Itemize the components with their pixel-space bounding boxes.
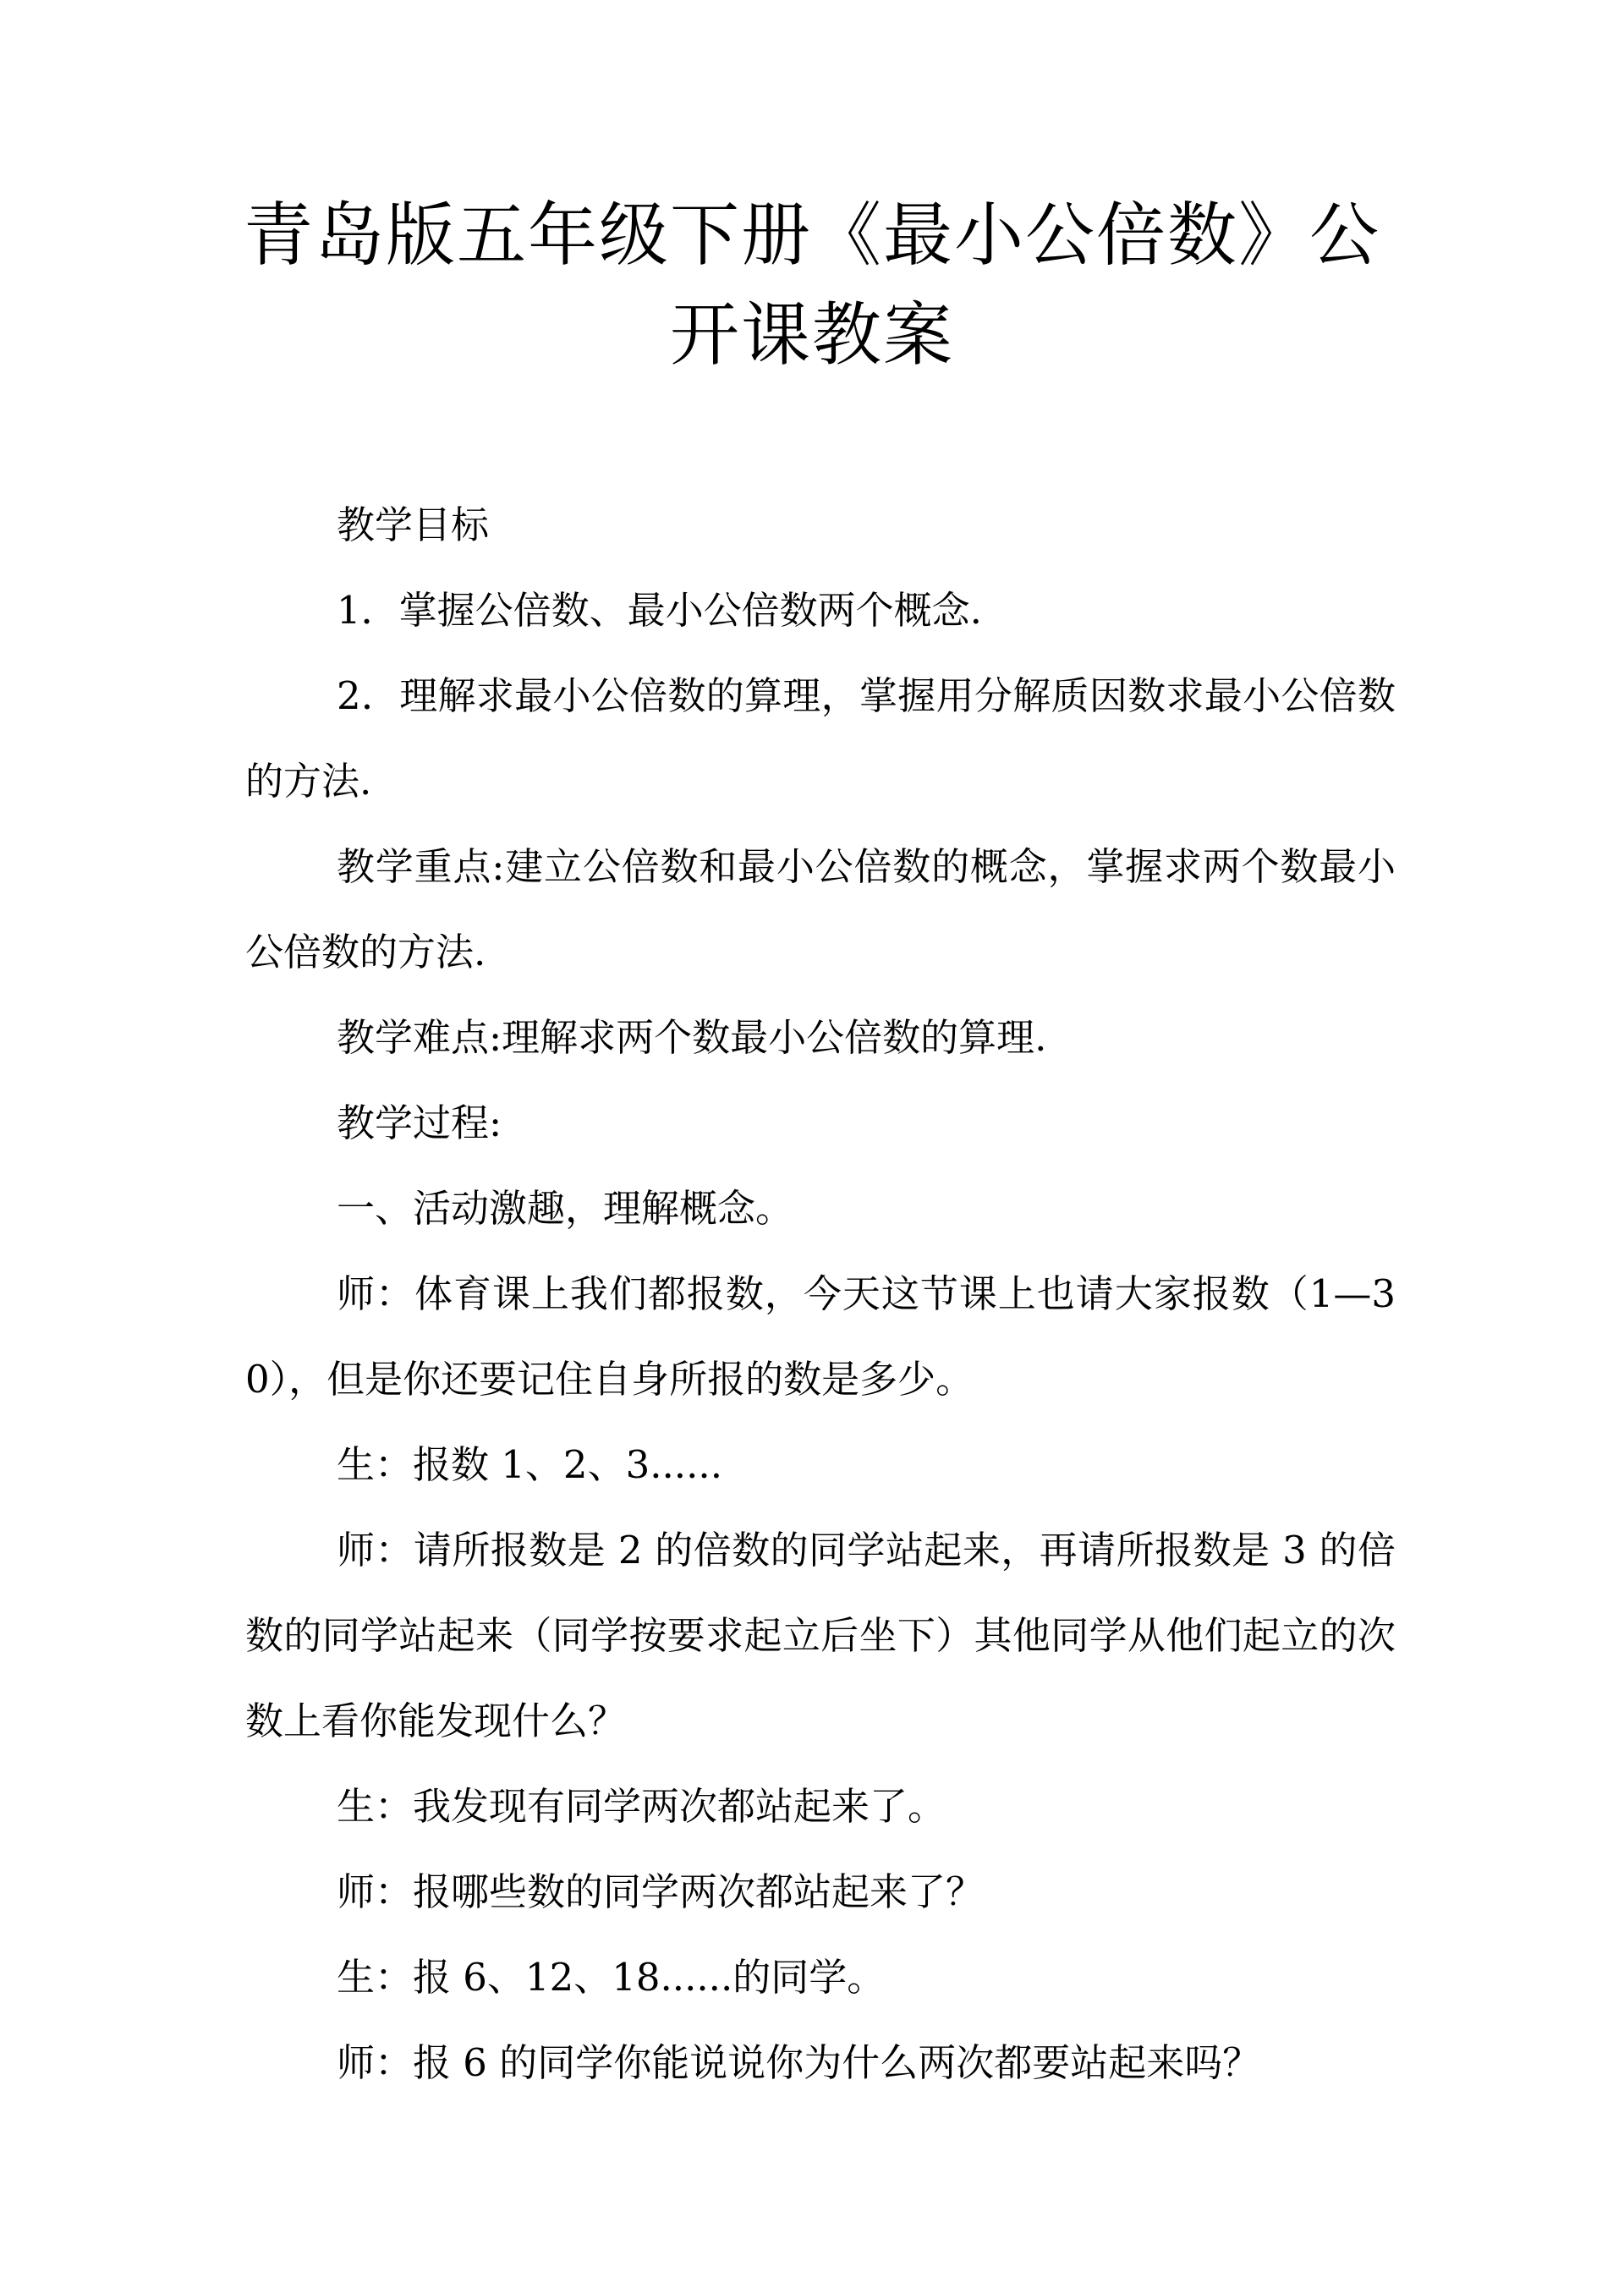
paragraph-goal-2: 2．理解求最小公倍数的算理，掌握用分解质因数求最小公倍数的方法. xyxy=(245,673,1396,804)
paragraph-dialogue: 生：报 6、12、18......的同学。 xyxy=(337,1955,886,2000)
document-title: 青岛版五年级下册《最小公倍数》公开课教案 xyxy=(243,195,1380,376)
paragraph-dialogue: 师：报哪些数的同学两次都站起来了？ xyxy=(337,1869,985,1914)
paragraph-dialogue: 师：请所报数是 2 的倍数的同学站起来，再请所报数是 3 的倍数的同学站起来（同学按要求起立后坐下）其他同学从他们起立的次数上看你能发现什么？ xyxy=(245,1528,1396,1743)
paragraph-dialogue: 生：报数 1、2、3...... xyxy=(337,1442,723,1487)
document-body xyxy=(245,482,1396,2105)
paragraph-key-points: 教学重点:建立公倍数和最小公倍数的概念，掌握求两个数最小公倍数的方法. xyxy=(245,844,1396,974)
paragraph-section-1: 一、活动激趣，理解概念。 xyxy=(337,1186,794,1231)
paragraph-dialogue: 生：我发现有同学两次都站起来了。 xyxy=(337,1784,946,1829)
paragraph-dialogue: 师：报 6 的同学你能说说你为什么两次都要站起来吗？ xyxy=(337,2040,1261,2085)
paragraph-difficulties: 教学难点:理解求两个数最小公倍数的算理. xyxy=(337,1015,1047,1060)
paragraph-process-heading: 教学过程: xyxy=(337,1100,502,1145)
paragraph-goal-1: 1．掌握公倍数、最小公倍数两个概念. xyxy=(337,588,982,633)
paragraph-dialogue: 师：体育课上我们都报数，今天这节课上也请大家报数（1—30），但是你还要记住自身所报的数是多少。 xyxy=(245,1271,1396,1402)
paragraph-teaching-goals: 教学目标 xyxy=(337,502,490,547)
